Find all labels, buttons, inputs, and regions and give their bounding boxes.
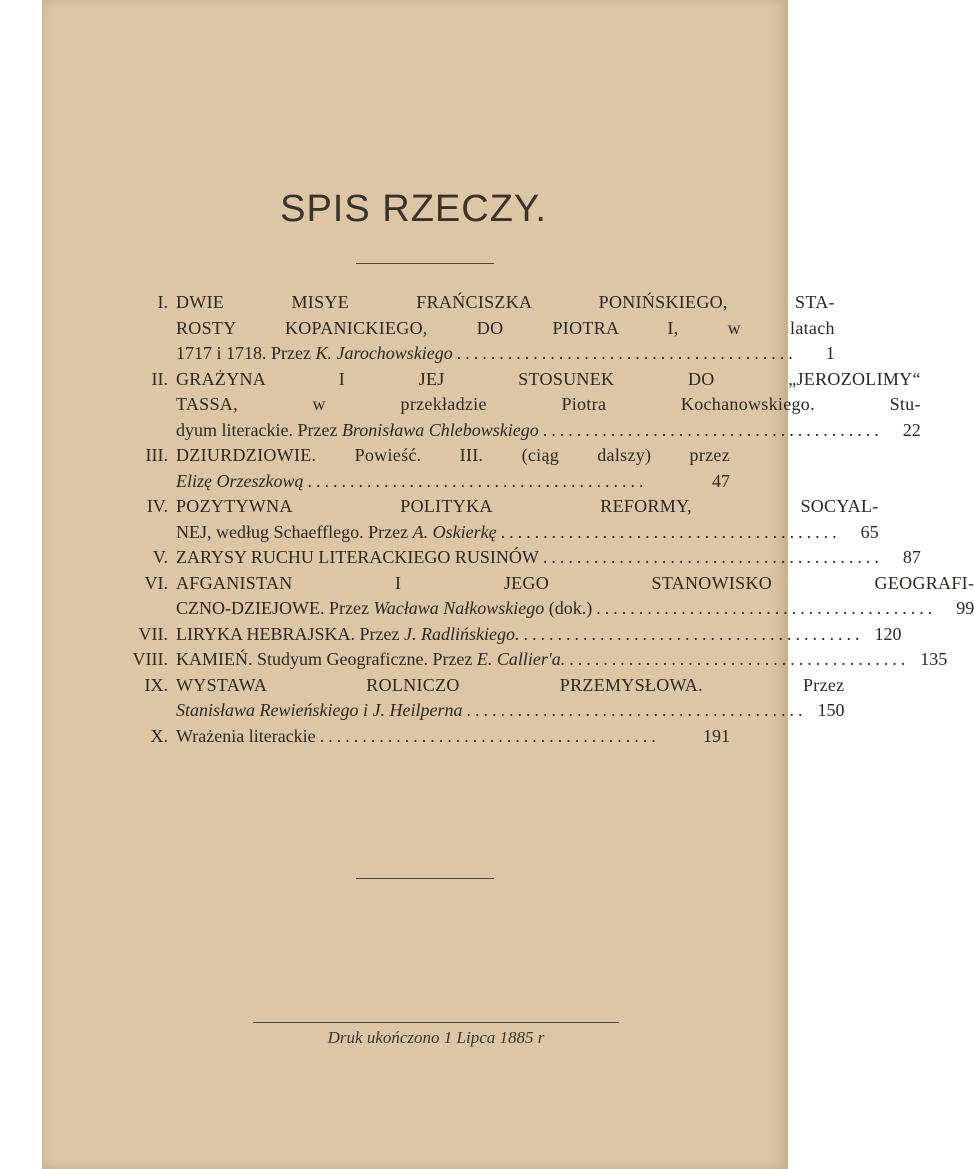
dot-leader: ........................................ xyxy=(569,649,910,669)
toc-entry-page: 47 xyxy=(712,470,730,491)
toc-entry-text: 1717 i 1718. Przez xyxy=(176,343,316,363)
toc-entry-author: A. Oskierkę xyxy=(412,521,497,542)
toc-entry xyxy=(110,545,921,571)
toc-entry xyxy=(110,290,835,367)
toc-entry-text: CZNO-DZIEJOWE. Przez xyxy=(176,598,374,618)
toc-entry-author: J. Radlińskiego. xyxy=(404,623,520,644)
toc-entry-page: 135 xyxy=(920,649,948,669)
toc-entry-author: Wacława Nałkowskiego xyxy=(373,598,545,618)
toc-entry xyxy=(110,367,921,444)
dot-leader: ........................................ xyxy=(542,547,883,567)
toc-entry-title xyxy=(176,418,539,444)
dot-leader: ........................................ xyxy=(307,470,648,491)
toc-entry xyxy=(110,494,879,545)
toc-entry xyxy=(110,647,948,673)
toc-entry-line: WYSTAWA ROLNICZO PRZEMYSŁOWA. Przez xyxy=(176,674,845,695)
toc-entry-author: E. Callier'a. xyxy=(476,649,566,669)
toc-entry-page: 191 xyxy=(703,725,730,746)
toc-entry-body xyxy=(176,290,835,367)
dot-leader: ........................................ xyxy=(500,521,841,542)
toc-entry-title xyxy=(176,545,539,571)
toc-entry-last-line xyxy=(176,520,879,546)
page-title: SPIS RZECZY. xyxy=(280,188,547,230)
toc-entry-title xyxy=(176,698,462,724)
toc-entry-text: ZARYSY RUCHU LITERACKIEGO RUSINÓW xyxy=(176,547,539,567)
toc-entry-last-line xyxy=(176,698,844,724)
table-of-contents xyxy=(110,290,974,749)
toc-entry-title xyxy=(176,596,592,622)
toc-entry-line: POZYTYWNA POLITYKA REFORMY, SOCYAL- xyxy=(176,496,879,516)
toc-entry-body xyxy=(176,494,879,545)
toc-entry-line: AFGANISTAN I JEGO STANOWISKO GEOGRAFI- xyxy=(176,572,974,593)
toc-entry-author: Elizę Orzeszkową xyxy=(176,470,304,491)
toc-entry-line: ROSTY KOPANICKIEGO, DO PIOTRA I, w latach xyxy=(176,317,835,338)
toc-entry-title xyxy=(176,622,519,648)
toc-entry-body xyxy=(176,724,730,750)
toc-entry-page: 22 xyxy=(902,419,921,440)
dot-leader: ........................................ xyxy=(542,419,883,440)
toc-entry-number: IX. xyxy=(144,674,168,695)
toc-entry-title xyxy=(176,520,497,546)
toc-entry-line: TASSA, w przekładzie Piotra Kochanowskiego. Stu- xyxy=(176,394,921,414)
toc-entry-number: V. xyxy=(152,547,168,567)
toc-entry-body xyxy=(176,647,947,673)
toc-entry-last-line xyxy=(176,469,730,495)
toc-entry-number: VIII. xyxy=(132,649,168,669)
toc-entry-body xyxy=(176,673,844,724)
toc-entry-number: X. xyxy=(150,725,168,746)
toc-entry-page: 87 xyxy=(902,547,921,567)
dot-leader: ........................................ xyxy=(466,700,807,720)
toc-entry-suffix: (dok.) xyxy=(544,598,593,618)
toc-entry-text: NEJ, według Schaefflego. Przez xyxy=(176,521,413,542)
toc-entry-text: KAMIEŃ. Studyum Geograficzne. Przez xyxy=(176,649,477,669)
toc-entry-number: I. xyxy=(157,292,168,312)
toc-entry-line: DWIE MISYE FRAŃCISZKA PONIŃSKIEGO, STA- xyxy=(176,292,835,312)
toc-entry-number: VII. xyxy=(138,623,168,644)
toc-entry-body xyxy=(176,367,921,444)
toc-entry-number: VI. xyxy=(144,572,168,593)
section-divider xyxy=(356,878,494,879)
toc-entry-title xyxy=(176,647,565,673)
title-divider xyxy=(356,263,494,264)
toc-entry xyxy=(110,443,730,494)
toc-entry-title xyxy=(176,469,304,495)
toc-entry-page: 99 xyxy=(956,598,974,618)
toc-entry-title xyxy=(176,724,316,750)
toc-entry xyxy=(110,673,845,724)
toc-entry-text: Wrażenia literackie xyxy=(176,725,316,746)
toc-entry-last-line xyxy=(176,622,901,648)
toc-entry-number: IV. xyxy=(146,496,168,516)
toc-entry-title xyxy=(176,341,453,367)
toc-entry-page: 1 xyxy=(825,343,835,363)
toc-entry-page: 65 xyxy=(860,521,879,542)
toc-entry-body xyxy=(176,443,730,494)
colophon-rule xyxy=(253,1022,619,1023)
toc-entry xyxy=(110,571,974,622)
dot-leader: ........................................ xyxy=(319,725,660,746)
toc-entry-author: Stanisława Rewieńskiego i J. Heilperna xyxy=(176,700,463,720)
toc-entry-last-line xyxy=(176,647,947,673)
toc-entry-last-line xyxy=(176,341,835,367)
toc-entry-last-line xyxy=(176,545,921,571)
toc-entry-line: DZIURDZIOWIE. Powieść. III. (ciąg dalszy) przez xyxy=(176,445,730,465)
toc-entry-author: Bronisława Chlebowskiego xyxy=(341,419,539,440)
toc-entry-number: II. xyxy=(151,368,168,389)
toc-entry xyxy=(110,622,902,648)
toc-entry-last-line xyxy=(176,724,730,750)
dot-leader: ........................................ xyxy=(456,343,797,363)
toc-entry-number: III. xyxy=(145,445,168,465)
toc-entry xyxy=(110,724,730,750)
toc-entry-body xyxy=(176,622,901,648)
dot-leader: ........................................ xyxy=(596,598,937,618)
toc-entry-page: 120 xyxy=(874,623,902,644)
toc-entry-author: K. Jarochowskiego xyxy=(315,343,453,363)
toc-entry-last-line xyxy=(176,418,921,444)
toc-entry-text: LIRYKA HEBRAJSKA. Przez xyxy=(176,623,404,644)
toc-entry-body xyxy=(176,545,921,571)
toc-entry-body xyxy=(176,571,974,622)
dot-leader: ........................................ xyxy=(523,623,864,644)
toc-entry-last-line xyxy=(176,596,974,622)
toc-entry-page: 150 xyxy=(817,700,845,720)
colophon: Druk ukończono 1 Lipca 1885 r xyxy=(327,1028,545,1047)
toc-entry-text: dyum literackie. Przez xyxy=(176,419,342,440)
toc-entry-line: GRAŻYNA I JEJ STOSUNEK DO „JEROZOLIMY“ xyxy=(176,368,921,389)
